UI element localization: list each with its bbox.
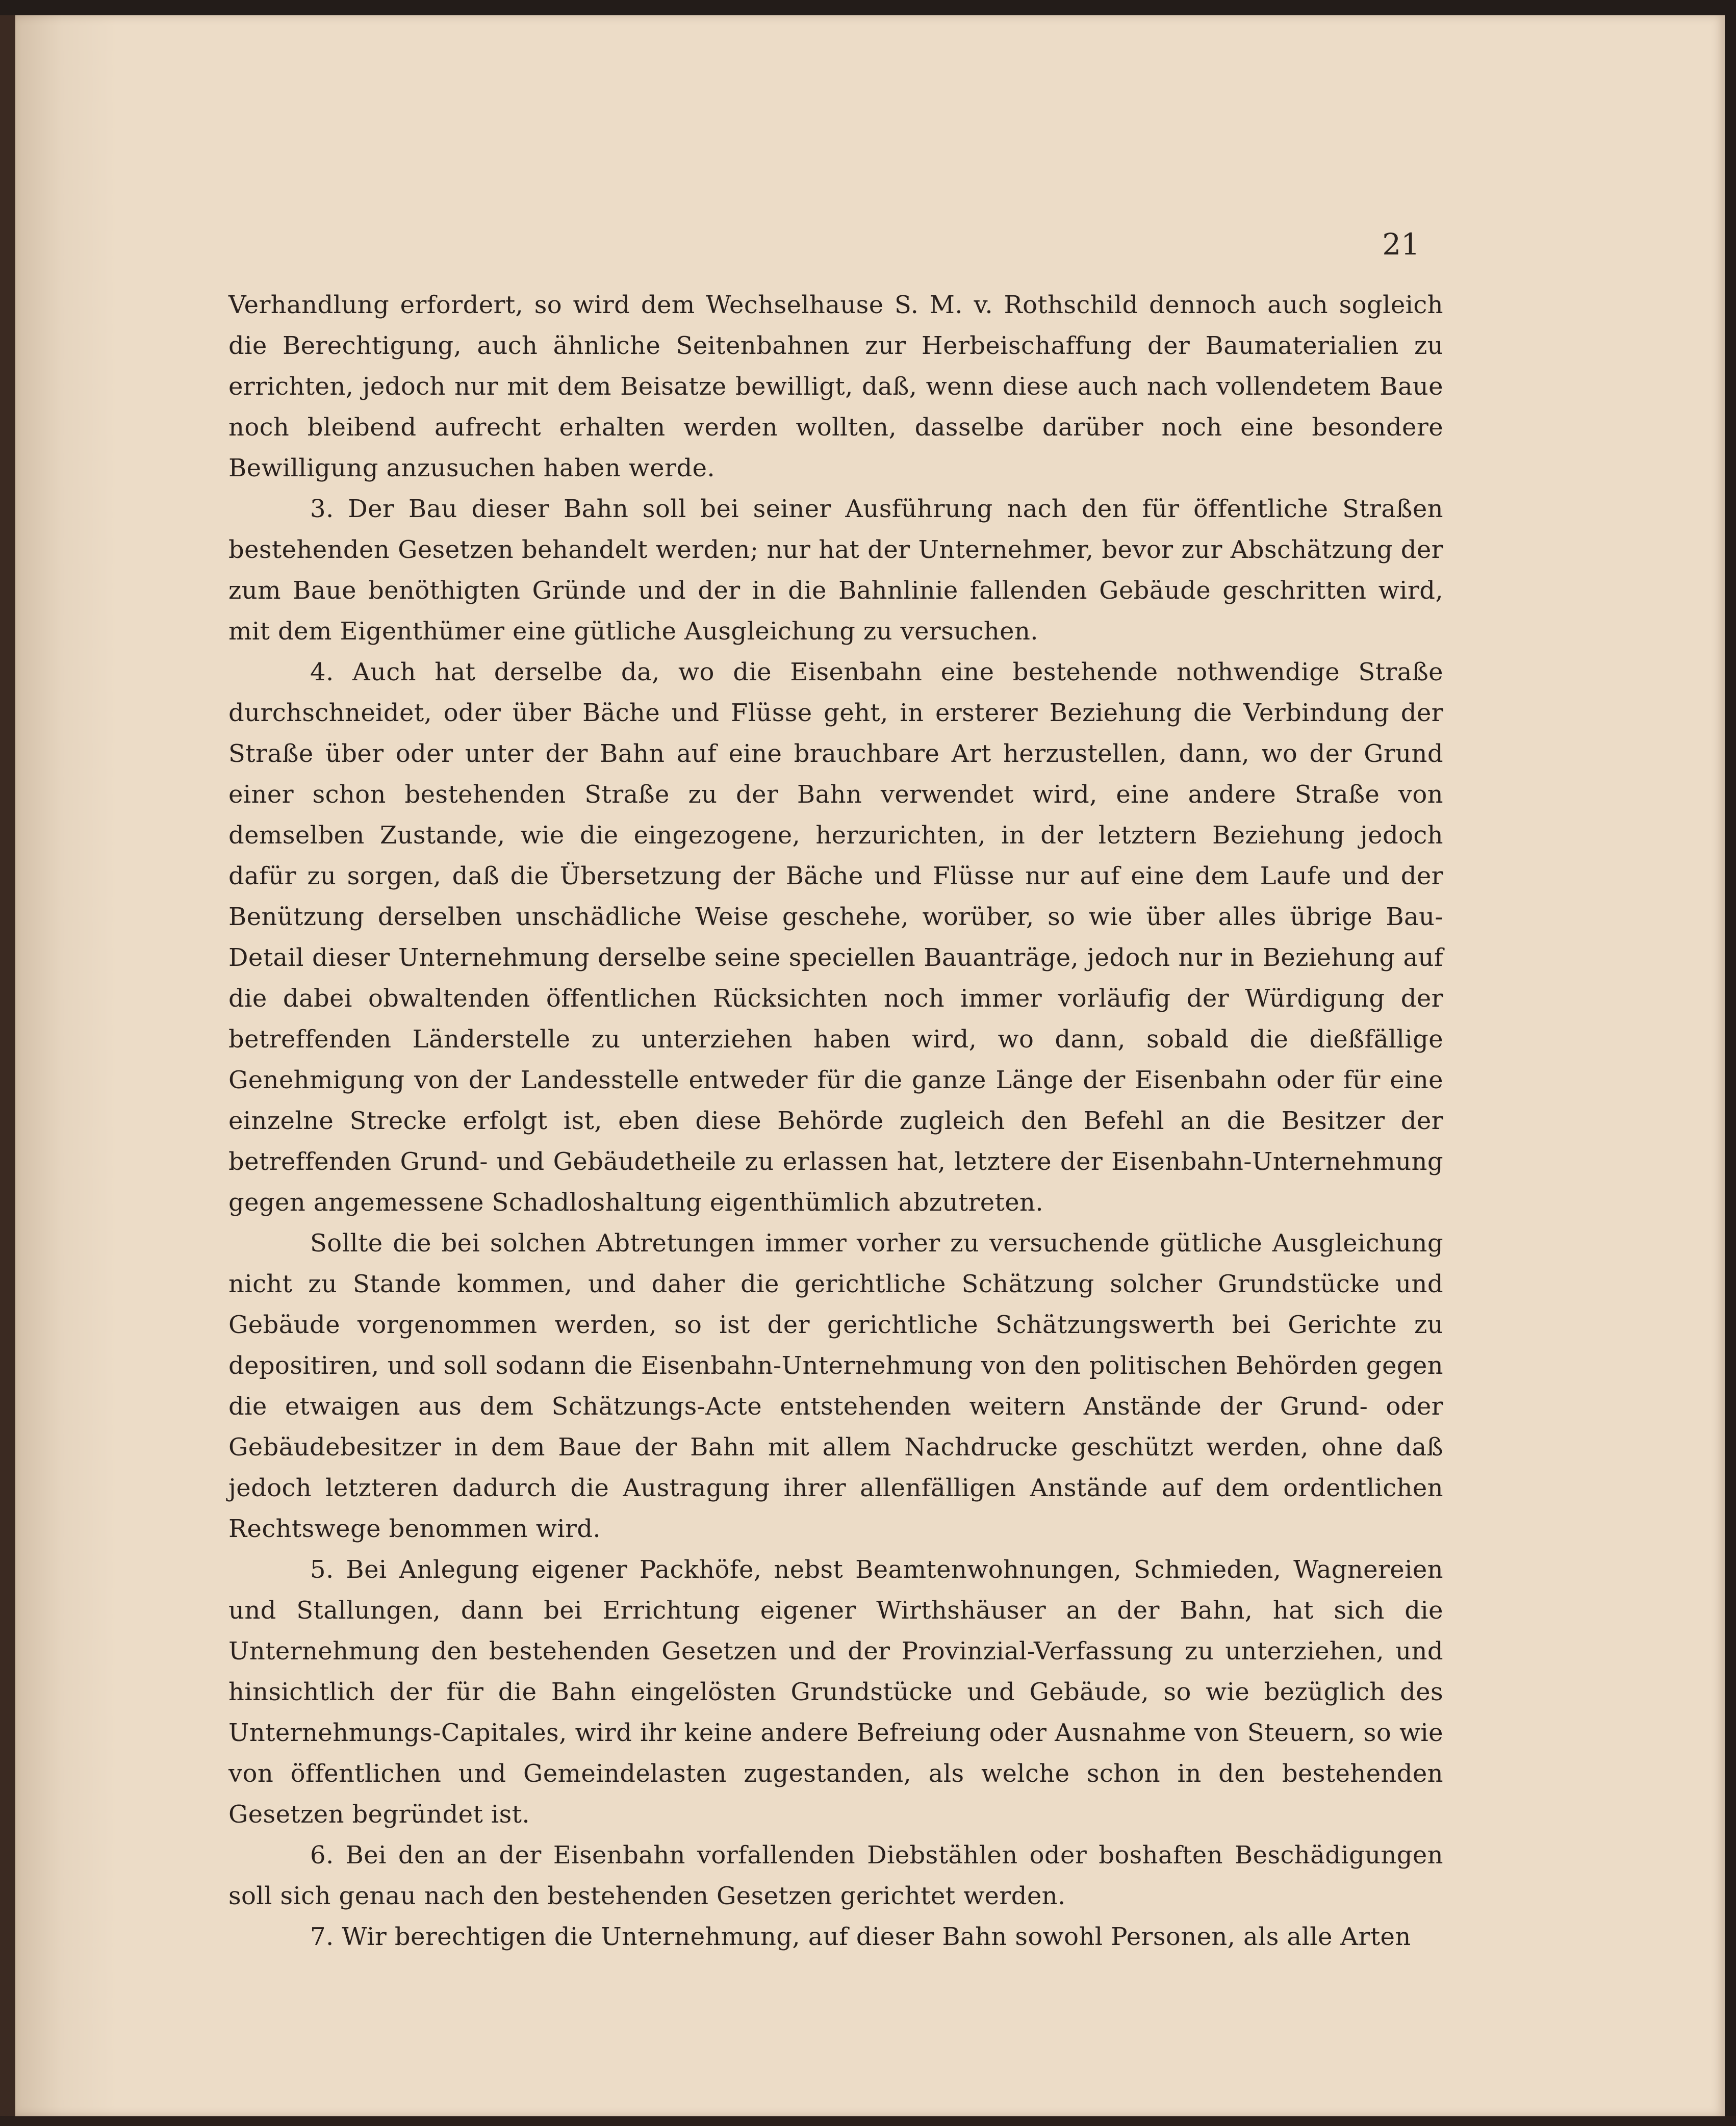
paragraph-section-5: 5. Bei Anlegung eigener Packhöfe, nebst Beamtenwohnungen, Schmieden, Wagnereien und Stallungen, dann bei Errichtung eigener Wirthshäuser an der Bahn, hat sich die Unternehmung den bestehenden Gesetzen und der Provinzial-Verfassung zu unterziehen, und hinsichtlich der für die Bahn eingelösten Grundstücke und Gebäude, so wie bezüglich des Unternehmungs-Capitales, wird ihr keine andere Befreiung oder Ausnahme von Steuern, so wie von öffentlichen und Gemeindelasten zugestanden, als welche schon in den bestehenden Gesetzen begründet ist. (228, 1555, 1443, 1829)
page-number: 21 (1382, 227, 1420, 262)
document-page (15, 15, 1725, 2116)
scan-bottom-edge (0, 2116, 1736, 2126)
book-spine-edge (0, 15, 15, 2116)
body-text (228, 285, 1443, 1957)
paragraph-continuation: Verhandlung erfordert, so wird dem Wechselhause S. M. v. Rothschild dennoch auch sogleich die Berechtigung, auch ähnliche Seitenbahnen zur Herbeischaffung der Baumaterialien zu errichten, jedoch nur mit dem Beisatze bewilligt, daß, wenn diese auch nach vollendetem Baue noch bleibend aufrecht erhalten werden wollten, dasselbe darüber noch eine besondere Bewilligung anzusuchen haben werde. (228, 291, 1443, 482)
paragraph-section-6: 6. Bei den an der Eisenbahn vorfallenden Diebstählen oder boshaften Beschädigungen soll sich genau nach den bestehenden Gesetzen gerichtet werden. (228, 1841, 1443, 1910)
paragraph-section-4: 4. Auch hat derselbe da, wo die Eisenbahn eine bestehende nothwendige Straße durchschneidet, oder über Bäche und Flüsse geht, in ersterer Beziehung die Verbindung der Straße über oder unter der Bahn auf eine brauchbare Art herzustellen, dann, wo der Grund einer schon bestehenden Straße zu der Bahn verwendet wird, eine andere Straße von demselben Zustande, wie die eingezogene, herzurichten, in der letztern Beziehung jedoch dafür zu sorgen, daß die Übersetzung der Bäche und Flüsse nur auf eine dem Laufe und der Benützung derselben unschädliche Weise geschehe, worüber, so wie über alles übrige Bau-Detail dieser Unternehmung derselbe seine speciellen Bauanträge, jedoch nur in Beziehung auf die dabei obwaltenden öffentlichen Rücksichten noch immer vorläufig der Würdigung der betreffenden Länderstelle zu unterziehen haben wird, wo dann, sobald die dießfällige Genehmigung von der Landesstelle entweder für die ganze Länge der Eisenbahn oder für eine einzelne Strecke erfolgt ist, eben diese Behörde zugleich den Befehl an die Besitzer der betreffenden Grund- und Gebäudetheile zu erlassen hat, letztere der Eisenbahn-Unternehmung gegen angemessene Schadloshaltung eigenthümlich abzutreten. (228, 658, 1443, 1217)
paragraph-section-3: 3. Der Bau dieser Bahn soll bei seiner Ausführung nach den für öffentliche Straßen bestehenden Gesetzen behandelt werden; nur hat der Unternehmer, bevor zur Abschätzung der zum Baue benöthigten Gründe und der in die Bahnlinie fallenden Gebäude geschritten wird, mit dem Eigenthümer eine gütliche Ausgleichung zu versuchen. (228, 495, 1443, 646)
paragraph-section-4-continued: Sollte die bei solchen Abtretungen immer vorher zu versuchende gütliche Ausgleichung nicht zu Stande kommen, und daher die gerichtliche Schätzung solcher Grundstücke und Gebäude vorgenommen werden, so ist der gerichtliche Schätzungswerth bei Gerichte zu depositiren, und soll sodann die Eisenbahn-Unternehmung von den politischen Behörden gegen die etwaigen aus dem Schätzungs-Acte entstehenden weitern Anstände der Grund- oder Gebäudebesitzer in dem Baue der Bahn mit allem Nachdrucke geschützt werden, ohne daß jedoch letzteren dadurch die Austragung ihrer allenfälligen Anstände auf dem ordentlichen Rechtswege benommen wird. (228, 1229, 1443, 1543)
paragraph-section-7: 7. Wir berechtigen die Unternehmung, auf dieser Bahn sowohl Personen, als alle Arten (310, 1923, 1411, 1951)
